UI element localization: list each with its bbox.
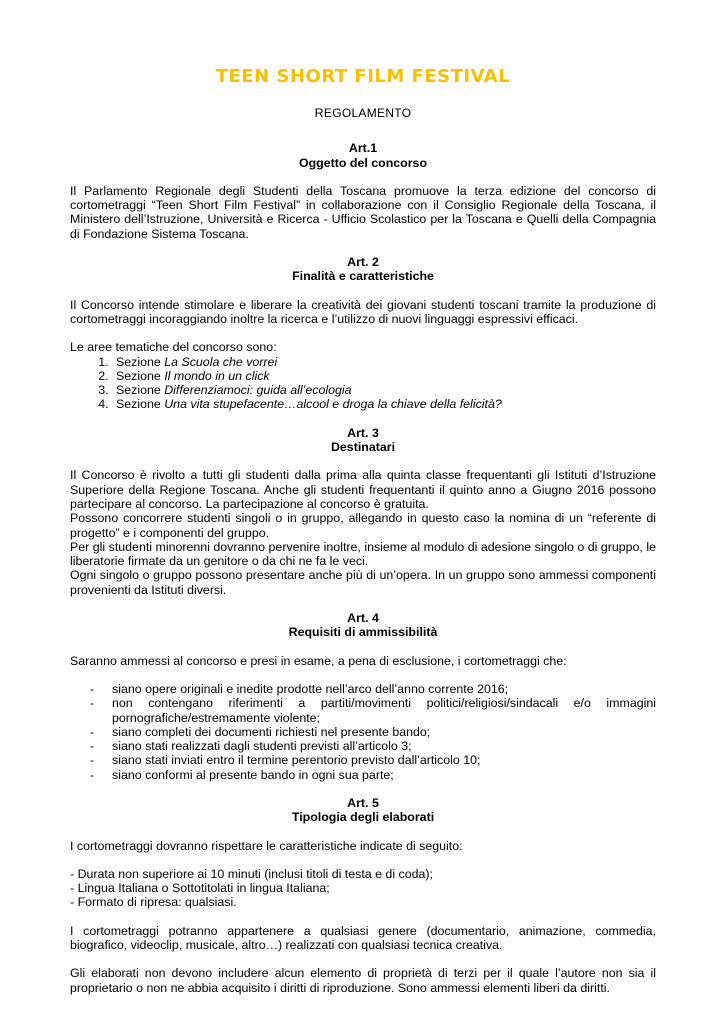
article-3-line: Possono concorrere studenti singoli o in gruppo, allegando in questo caso la nomina di un “referente di progetto” e i componenti del gruppo. [70,511,656,540]
subtitle-initial: R [314,106,324,120]
list-item: - siano conformi al presente bando in ogni sua parte; [70,768,656,782]
document-page [70,64,656,995]
article-3-line: Per gli studenti minorenni dovranno pervenire inoltre, insieme al modulo di adesione singolo o di gruppo, le liberatorie firmate da un genitore o da chi ne fa le veci. [70,539,656,569]
section-prefix: Sezione [116,383,165,398]
section-prefix: Sezione [116,368,165,383]
article-3-heading: Destinatari [330,440,396,455]
article-5-paragraph: I cortometraggi potranno appartenere a qualsiasi genere (documentario, animazione, commedia, biografico, videoclip, musicale, altro…) realizzati con qualsiasi tecnica creativa. [70,923,656,953]
article-4-number: Art. 4 [347,611,379,626]
article-3-header [70,426,656,455]
article-5-paragraph: Gli elaborati non devono includere alcun elemento di proprietà di terzi per il quale l’autore non sia il proprietario o non ne abbia acquisito i diritti di riproduzione. Sono ammessi elementi liberi da diritti. [70,966,656,995]
article-5-number: Art. 5 [347,795,379,810]
article-2-number: Art. 2 [347,255,379,270]
list-item [112,355,656,369]
article-4-header [70,611,656,640]
article-4-heading: Requisiti di ammissibilità [288,625,438,640]
list-item: - non contengano riferimenti a partiti/movimenti politici/religiosi/sindacali e/o immagini pornografiche/estremamente violente; [70,696,656,725]
thematic-sections-list [70,355,656,412]
article-5-intro: I cortometraggi dovranno rispettare le caratteristiche indicate di seguito: [70,838,463,853]
subtitle-rest: EGOLAMENTO [323,106,412,120]
section-prefix: Sezione [116,397,165,412]
article-1-number: Art.1 [348,141,378,156]
list-item: - siano completi dei documenti richiesti nel presente bando; [70,725,656,739]
list-item: - siano stati realizzati dagli studenti previsti all’articolo 3; [70,739,656,753]
section-title: Una vita stupefacente…alcool e droga la chiave della felicità? [164,397,502,412]
festival-title: TEEN SHORT FILM FESTIVAL [215,66,511,87]
format-requirements [70,867,656,910]
list-item [112,383,656,397]
article-3-number: Art. 3 [347,425,379,440]
article-5-heading: Tipologia degli elaborati [291,810,435,825]
article-1-header [70,141,656,170]
list-item: - siano stati inviati entro il termine perentorio previsto dall’articolo 10; [70,753,656,767]
article-1-paragraph: Il Parlamento Regionale degli Studenti della Toscana promuove la terza edizione del concorso di cortometraggi “Teen Short Film Festival” in collaborazione con il Consiglio Regionale della Toscana, il Ministero dell’Istruzione, Università e Ricerca - Ufficio Scolastico per la Toscana e Quelli della Compagnia di Fondazione Sistema Toscana. [70,183,656,241]
document-subtitle [70,106,656,120]
list-item: - Lingua Italiana o Sottotitolati in lingua Italiana; [70,881,330,896]
article-3-line: Ogni singolo o gruppo possono presentare anche più di un’opera. In un gruppo sono ammessi componenti provenienti da Istituti diversi. [70,568,656,597]
article-3-line: Il Concorso è rivolto a tutti gli studenti dalla prima alla quinta classe frequentanti gli Istituti d’Istruzione Superiore della Regione Toscana. Anche gli studenti frequentanti il quinto anno a Giugno 2016 possono partecipare al concorso. La partecipazione al concorso è gratuita. [70,468,656,511]
admissibility-requirements-list [70,682,656,782]
list-item: - Formato di ripresa: qualsiasi. [70,895,237,910]
list-item: - Durata non superiore ai 10 minuti (inclusi titoli di testa e di coda); [70,866,433,881]
article-1-heading: Oggetto del concorso [298,155,428,170]
section-title: Il mondo in un click [164,368,270,383]
article-5-header [70,796,656,825]
section-title: La Scuola che vorrei [164,354,278,369]
list-item: - siano opere originali e inedite prodotte nell’arco dell’anno corrente 2016; [70,682,656,696]
article-2-paragraph: Il Concorso intende stimolare e liberare la creatività dei giovani studenti toscani tramite la produzione di cortometraggi incoraggiando inoltre la ricerca e l’utilizzo di nuovi linguaggi espressivi efficaci. [70,297,656,326]
article-4-intro: Saranno ammessi al concorso e presi in esame, a pena di esclusione, i cortometraggi che: [70,653,567,668]
article-2-heading: Finalità e caratteristiche [292,269,434,284]
list-item [112,397,656,411]
section-title: Differenziamoci: guida all’ecologia [164,383,352,398]
article-2-list-intro: Le aree tematiche del concorso sono: [70,340,277,355]
section-prefix: Sezione [116,354,165,369]
list-item [112,369,656,383]
article-2-header [70,255,656,284]
